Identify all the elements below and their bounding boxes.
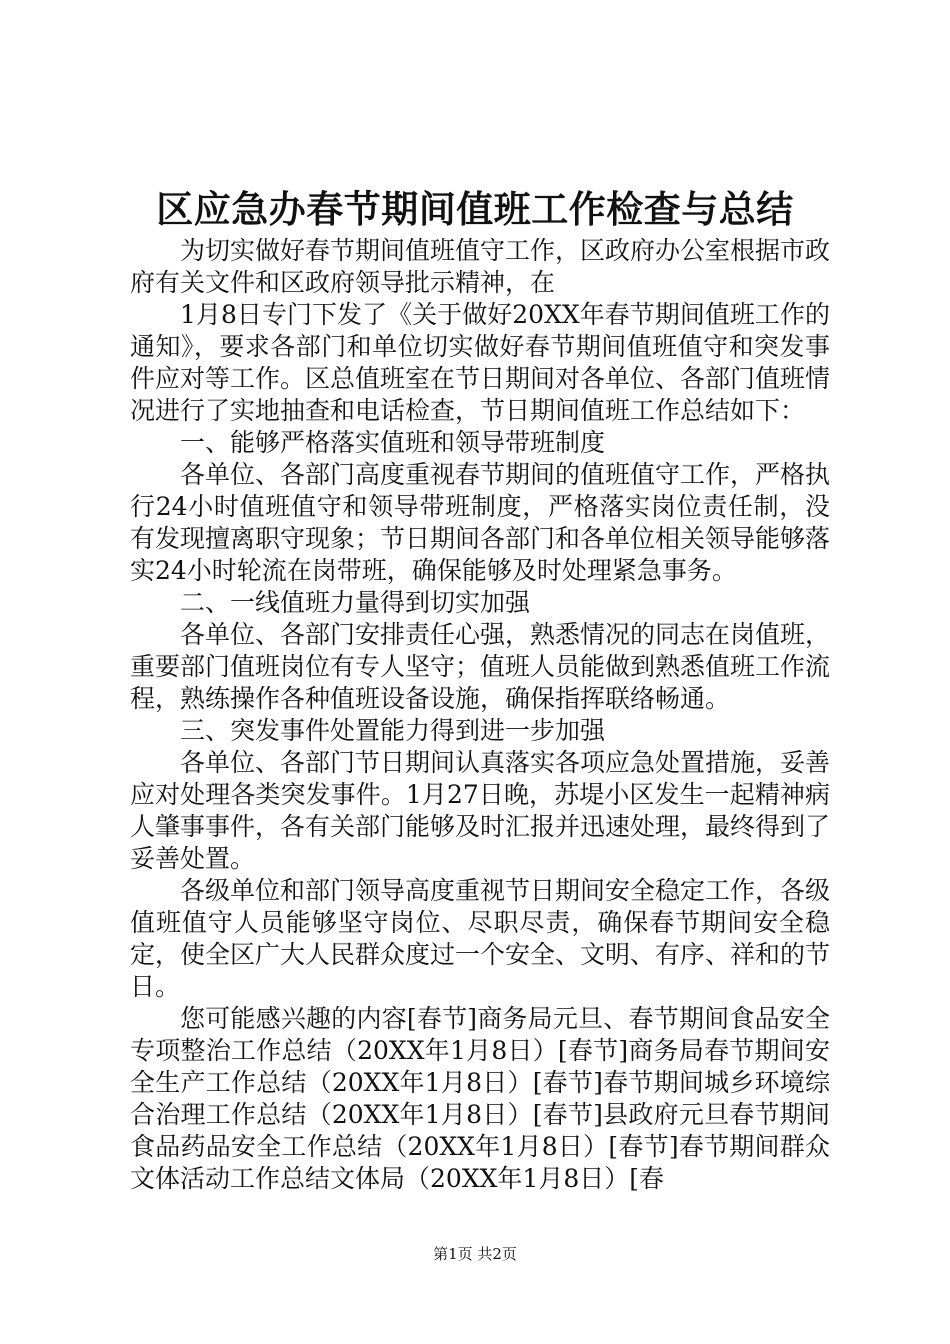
section-heading-2: 二、一线值班力量得到切实加强 — [180, 588, 531, 617]
paragraph-section-2: 各单位、各部门安排责任心强，熟悉情况的同志在岗值班，重要部门值班岗位有专人坚守；值班人员能做到熟悉值班工作流程，熟练操作各种值班设备设施，确保指挥联络畅通。 — [130, 620, 831, 713]
paragraph-conclusion: 各级单位和部门领导高度重视节日期间安全稳定工作，各级值班值守人员能够坚守岗位、尽职尽责，确保春节期间安全稳定，使全区广大人民群众度过一个安全、文明、有序、祥和的节日。 — [130, 876, 831, 1001]
document-body — [130, 235, 830, 1195]
document-title: 区应急办春节期间值班工作检查与总结 — [156, 187, 794, 231]
page-number: 第1页 共2页 — [433, 1245, 517, 1263]
section-heading-3: 三、突发事件处置能力得到进一步加强 — [180, 716, 606, 745]
paragraph-section-3: 各单位、各部门节日期间认真落实各项应急处置措施，妥善应对处理各类突发事件。1月27日晚，苏堤小区发生一起精神病人肇事事件，各有关部门能够及时汇报并迅速处理，最终得到了妥善处置。 — [130, 748, 831, 873]
section-heading-1: 一、能够严格落实值班和领导带班制度 — [180, 428, 606, 457]
paragraph-related-content: 您可能感兴趣的内容[春节]商务局元旦、春节期间食品安全专项整治工作总结（20XX年1月8日）[春节]商务局春节期间安全生产工作总结（20XX年1月8日）[春节]春节期间城乡环境综合治理工作总结（20XX年1月8日）[春节]县政府元旦春节期间食品药品安全工作总结（20XX年1月8日）[春节]春节期间群众文体活动工作总结文体局（20XX年1月8日）[春 — [130, 1004, 830, 1193]
paragraph-section-1: 各单位、各部门高度重视春节期间的值班值守工作，严格执行24小时值班值守和领导带班制度，严格落实岗位责任制，没有发现擅离职守现象；节日期间各部门和各单位相关领导能够落实24小时轮流在岗带班，确保能够及时处理紧急事务。 — [130, 460, 831, 585]
paragraph-intro: 为切实做好春节期间值班值守工作，区政府办公室根据市政府有关文件和区政府领导批示精神，在 — [130, 236, 831, 297]
paragraph-notice: 1月8日专门下发了《关于做好20XX年春节期间值班工作的通知》，要求各部门和单位切实做好春节期间值班值守和突发事件应对等工作。区总值班室在节日期间对各单位、各部门值班情况进行了实地抽查和电话检查，节日期间值班工作总结如下： — [130, 300, 831, 425]
